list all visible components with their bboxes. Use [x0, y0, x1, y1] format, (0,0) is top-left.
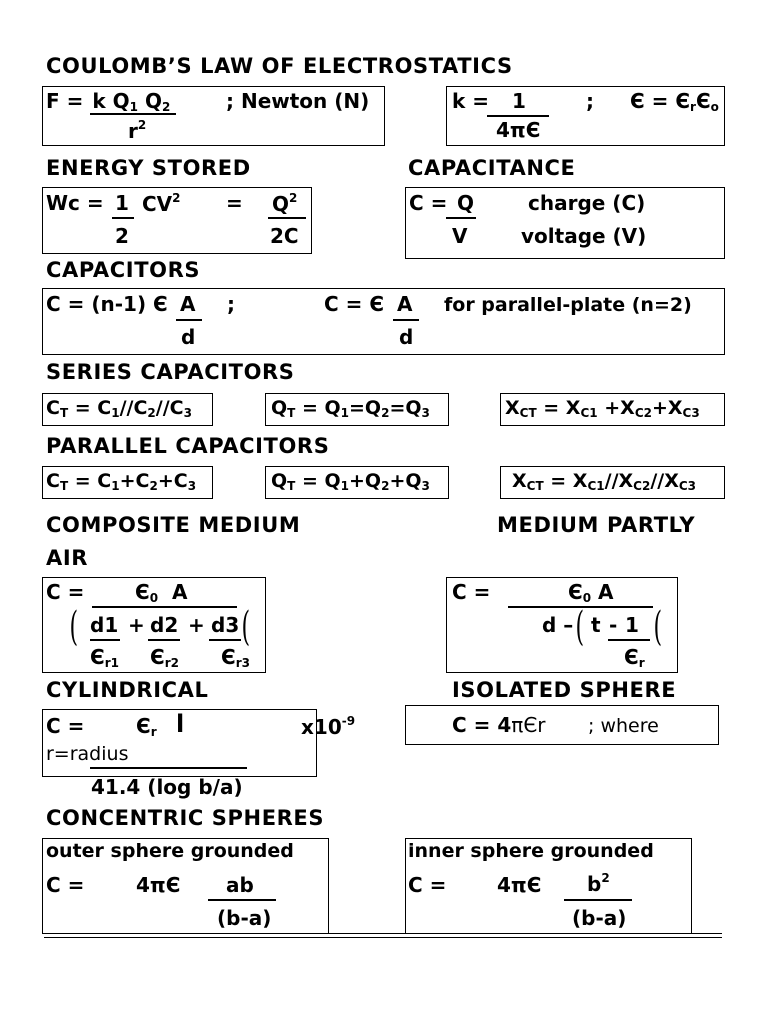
outer-grounded-ab: ab — [226, 873, 254, 897]
cylindrical-exponent: $x10^{-9}$ — [301, 714, 356, 739]
energy-cv2: $CV^2$ — [142, 191, 181, 216]
capacitors-plate-lhs: C = Є — [324, 292, 385, 316]
composite-right-paren: ( — [241, 604, 251, 650]
partly-air-lhs: C = — [452, 580, 491, 604]
composite-d3: d3 — [211, 613, 240, 637]
capacitors-general-a: A — [180, 292, 196, 316]
capacitors-separator: ; — [227, 292, 235, 316]
composite-d2-bar — [148, 639, 180, 641]
parallel-title: PARALLEL CAPACITORS — [46, 434, 330, 458]
outer-grounded-denominator: (b-a) — [217, 906, 272, 930]
series-xct-formula: $X_{CT} = X_{C1} +X_{C2}+X_{C3}$ — [505, 397, 700, 420]
capacitors-general-lhs: C = (n-1) Є — [46, 292, 168, 316]
energy-equals: = — [226, 191, 243, 215]
cylindrical-length: l — [176, 710, 185, 738]
capacitors-plate-d: d — [399, 325, 414, 349]
composite-plus2: + — [188, 613, 205, 637]
k-lhs: k = — [452, 89, 490, 113]
inner-grounded-label: inner sphere grounded — [408, 840, 654, 862]
composite-eps-r1: $Є_{r1}$ — [90, 645, 119, 670]
inner-grounded-b2: $b^2$ — [587, 871, 610, 896]
composite-plus1: + — [128, 613, 145, 637]
energy-lhs: Wc = — [46, 191, 104, 215]
partly-air-sub-bar — [608, 639, 650, 641]
series-qt-formula: $Q_T = Q_1=Q_2=Q_3$ — [271, 397, 430, 420]
capacitors-title: CAPACITORS — [46, 258, 201, 282]
energy-title: ENERGY STORED — [46, 156, 251, 180]
composite-left-paren: ( — [69, 604, 79, 650]
isolated-formula: C = 4πЄr — [452, 713, 546, 737]
capacitance-voltage-label: voltage (V) — [521, 224, 647, 248]
isolated-where: ; where — [588, 715, 659, 737]
cylindrical-radius-note: r=radius — [46, 743, 129, 765]
cylindrical-lhs: C = — [46, 714, 85, 738]
bottom-rule-1 — [44, 933, 722, 934]
cylindrical-bar — [90, 767, 247, 769]
k-numerator: 1 — [512, 89, 526, 113]
outer-grounded-label: outer sphere grounded — [46, 840, 294, 862]
outer-grounded-4pi-eps: 4πЄ — [136, 873, 181, 897]
partly-air-numerator: $Є_0$ A — [568, 580, 614, 605]
bottom-rule-2 — [44, 937, 722, 938]
coulomb-newton-unit: ; Newton (N) — [226, 89, 370, 113]
partly-air-title: MEDIUM PARTLY — [497, 513, 696, 537]
capacitance-charge-label: charge (C) — [528, 191, 646, 215]
capacitance-lhs: C = — [409, 191, 448, 215]
energy-half-numerator: 1 — [115, 191, 129, 215]
series-title: SERIES CAPACITORS — [46, 360, 295, 384]
composite-d1-bar — [90, 639, 120, 641]
outer-grounded-lhs: C = — [46, 873, 85, 897]
composite-lhs: C = — [46, 580, 85, 604]
partly-air-title-continued: AIR — [46, 546, 89, 570]
inner-grounded-lhs: C = — [408, 873, 447, 897]
capacitors-parallel-note: for parallel-plate (n=2) — [444, 294, 692, 316]
capacitance-q: Q — [457, 191, 475, 215]
inner-grounded-4pi-eps: 4πЄ — [497, 873, 542, 897]
composite-d2: d2 — [150, 613, 179, 637]
composite-eps-r2: $Є_{r2}$ — [150, 645, 179, 670]
partly-air-d-minus: d – — [542, 613, 574, 637]
composite-d3-bar — [209, 639, 241, 641]
concentric-title: CONCENTRIC SPHERES — [46, 806, 325, 830]
energy-q2: $Q^2$ — [272, 191, 298, 216]
parallel-xct-formula: $X_{CT} = X_{C1}//X_{C2}//X_{C3}$ — [512, 470, 696, 493]
capacitors-plate-bar — [393, 319, 419, 321]
partly-air-eps-r: $Є_r$ — [624, 645, 645, 670]
partly-air-left-paren: ( — [575, 604, 585, 650]
k-fraction-bar — [487, 115, 549, 117]
coulomb-force-formula: F = k $Q_1$ $Q_2$ — [46, 89, 176, 114]
cylindrical-eps-r: $Є_r$ — [136, 714, 157, 739]
capacitance-title: CAPACITANCE — [408, 156, 576, 180]
capacitors-plate-a: A — [397, 292, 413, 316]
capacitors-general-bar — [176, 319, 202, 321]
energy-q2-bar — [268, 217, 306, 219]
series-ct-formula: $C_T = C_1//C_2//C_3$ — [46, 397, 192, 420]
energy-half-bar — [112, 217, 134, 219]
partly-air-right-paren: ( — [653, 604, 663, 650]
inner-grounded-bar — [564, 899, 632, 901]
partly-air-one: 1 — [625, 613, 639, 637]
capacitance-v: V — [452, 224, 468, 248]
composite-title: COMPOSITE MEDIUM — [46, 513, 301, 537]
isolated-title: ISOLATED SPHERE — [452, 678, 677, 702]
outer-grounded-bar — [208, 899, 276, 901]
cylindrical-title: CYLINDRICAL — [46, 678, 209, 702]
energy-half-denominator: 2 — [115, 224, 129, 248]
cylindrical-denominator: 41.4 (log b/a) — [91, 775, 243, 799]
partly-air-t: t — [591, 613, 601, 637]
coulomb-denominator: $r^2$ — [128, 118, 147, 143]
parallel-ct-formula: $C_T = C_1+C_2+C_3$ — [46, 470, 197, 493]
composite-d1: d1 — [90, 613, 119, 637]
capacitance-bar — [446, 217, 476, 219]
k-separator: ; — [586, 89, 594, 113]
composite-main-bar — [92, 606, 237, 608]
partly-air-minus: - — [609, 613, 618, 637]
inner-grounded-denominator: (b-a) — [572, 906, 627, 930]
energy-2c: 2C — [270, 224, 299, 248]
composite-eps-r3: $Є_{r3}$ — [221, 645, 250, 670]
k-denominator: 4πЄ — [496, 118, 541, 142]
coulomb-title: COULOMB’S LAW OF ELECTROSTATICS — [46, 54, 513, 78]
parallel-qt-formula: $Q_T = Q_1+Q_2+Q_3$ — [271, 470, 430, 493]
composite-numerator: $Є_0$ A — [135, 580, 188, 605]
capacitors-general-d: d — [181, 325, 196, 349]
permittivity-formula: $Є = Є_rЄ_o$ — [630, 89, 719, 114]
